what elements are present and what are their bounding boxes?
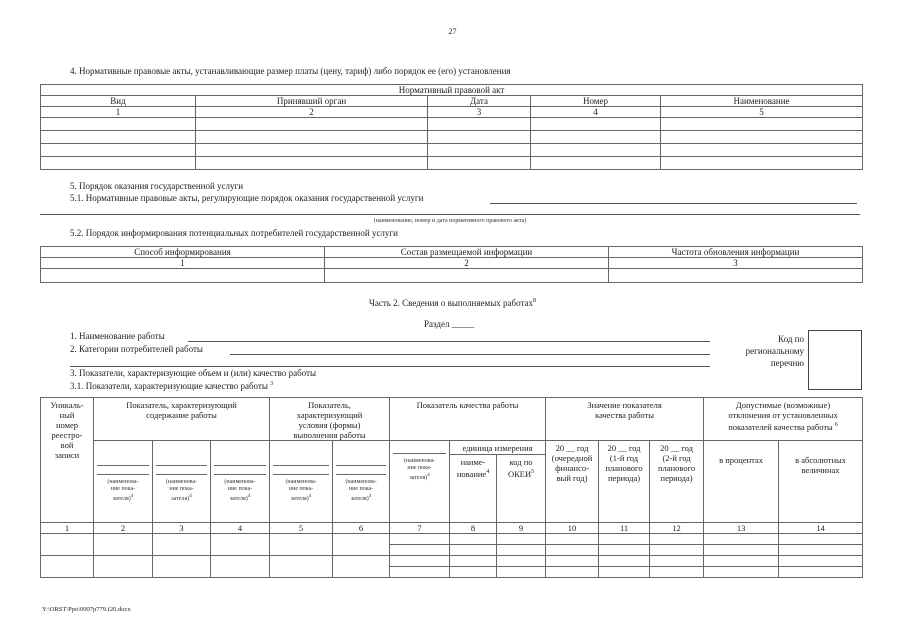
work-name-input[interactable] [188, 341, 710, 342]
deviation-header: Допустимые (возможные) отклонения от установленных показателей качества работы $^6$ [704, 398, 863, 441]
col-number: 2 [196, 107, 428, 118]
col-number: 13 [704, 523, 779, 534]
col-number: 3 [153, 523, 211, 534]
quality-name-cell: (наименова- ние пока- зателя)$^4$ [390, 441, 450, 523]
table-row[interactable] [41, 556, 863, 567]
col-number: 2 [94, 523, 153, 534]
col-header-name: Наименование [661, 96, 863, 107]
regional-code-box[interactable] [808, 330, 862, 390]
col-number: 1 [41, 258, 325, 269]
col-number: 3 [428, 107, 531, 118]
col-number: 5 [270, 523, 333, 534]
unit-header: единица измерения [450, 441, 546, 455]
col-number: 4 [211, 523, 270, 534]
content-name-cell-3: (наименова- ние пока- зателя)$^4$ [211, 441, 270, 523]
col-header-number: Номер [531, 96, 661, 107]
col-number: 9 [497, 523, 546, 534]
table-row[interactable] [41, 157, 863, 170]
section52-text: 5.2. Порядок информирования потенциальных потребителей государственной услуги [70, 228, 398, 238]
col-number: 5 [661, 107, 863, 118]
table-row[interactable] [41, 269, 863, 283]
deviation-absolute-header: в абсолютных величинах [779, 441, 863, 523]
col-header-date: Дата [428, 96, 531, 107]
table-row[interactable] [41, 118, 863, 131]
col-number: 4 [531, 107, 661, 118]
conditions-name-cell-2: (наименова- ние пока- зателя)$^4$ [333, 441, 390, 523]
unit-code-header: код по ОКЕИ$^5$ [497, 455, 546, 523]
year1-header: 20 __ год (очередной финансо- вый год) [546, 441, 599, 523]
section51-text: 5.1. Нормативные правовые акты, регулирующие порядок оказания государственной услуги [70, 193, 424, 203]
section4-title: 4. Нормативные правовые акты, устанавливающие размер платы (цену, тариф) либо порядок ее (его) установления [70, 66, 511, 76]
col-number: 1 [41, 523, 94, 534]
content-indicator-header: Показатель, характеризующий содержание работы [94, 398, 270, 441]
conditions-name-cell-1: (наименова- ние пока- зателя)$^4$ [270, 441, 333, 523]
content-name-cell-1: (наименова- ние пока- зателя)$^4$ [94, 441, 153, 523]
table-row[interactable] [41, 144, 863, 157]
consumer-category-input[interactable] [230, 354, 710, 355]
col-header-info: Состав размещаемой информации [325, 247, 609, 258]
deviation-percent-header: в процентах [704, 441, 779, 523]
section5-title: 5. Порядок оказания государственной услуги [70, 181, 244, 191]
razdel-label: Раздел _____ [424, 319, 475, 329]
year3-header: 20 __ год (2-й год планового периода) [650, 441, 704, 523]
table-row[interactable] [41, 131, 863, 144]
code-label-1: Код по [778, 334, 804, 344]
section51-fill-line[interactable] [490, 203, 857, 204]
col-number: 8 [450, 523, 497, 534]
consumer-category-label: 2. Категории потребителей работы [70, 344, 203, 354]
code-label-3: перечню [770, 358, 804, 368]
col-number: 2 [325, 258, 609, 269]
col-number: 1 [41, 107, 196, 118]
col-number: 10 [546, 523, 599, 534]
col-number: 14 [779, 523, 863, 534]
quality-indicators-title: 3.1. Показатели, характеризующие качество работы $^3$ [70, 381, 274, 391]
legal-acts-table [40, 84, 863, 170]
col-number: 6 [333, 523, 390, 534]
page-number: 27 [448, 27, 457, 36]
value-indicator-header: Значение показателя качества работы [546, 398, 704, 441]
quality-indicator-header: Показатель качества работы [390, 398, 546, 441]
col-number: 7 [390, 523, 450, 534]
col-header-type: Вид [41, 96, 196, 107]
consumer-category-input-2[interactable] [70, 366, 710, 367]
col-number: 3 [609, 258, 863, 269]
col-number: 11 [599, 523, 650, 534]
code-label-2: региональному [745, 346, 804, 356]
indicators-title: 3. Показатели, характеризующие объем и (или) качество работы [70, 368, 317, 378]
work-quality-table [40, 397, 863, 578]
year2-header: 20 __ год (1-й год планового периода) [599, 441, 650, 523]
informing-table [40, 246, 863, 283]
work-name-label: 1. Наименование работы [70, 331, 165, 341]
col-number: 12 [650, 523, 704, 534]
col-header-frequency: Частота обновления информации [609, 247, 863, 258]
section51-fill-line-2[interactable] [40, 214, 860, 215]
unit-name-header: наиме- нование$^4$ [450, 455, 497, 523]
file-path-footer: Y:\ORST\Ppo\0907p779.f20.docx [42, 606, 131, 613]
col-header-authority: Принявший орган [196, 96, 428, 107]
table-row[interactable] [41, 534, 863, 545]
section51-hint: (наименование, номер и дата нормативного правового акта) [373, 218, 527, 224]
part2-title: Часть 2. Сведения о выполняемых работах$^8$ [369, 298, 536, 308]
col-header-method: Способ информирования [41, 247, 325, 258]
unique-number-header: Уникаль- ный номер реестро- вой записи [41, 398, 94, 523]
conditions-indicator-header: Показатель, характеризующий условия (формы) выполнения работы [270, 398, 390, 441]
content-name-cell-2: (наименова- ние пока- зателя)$^4$ [153, 441, 211, 523]
legal-act-group-header: Нормативный правовой акт [41, 85, 863, 96]
